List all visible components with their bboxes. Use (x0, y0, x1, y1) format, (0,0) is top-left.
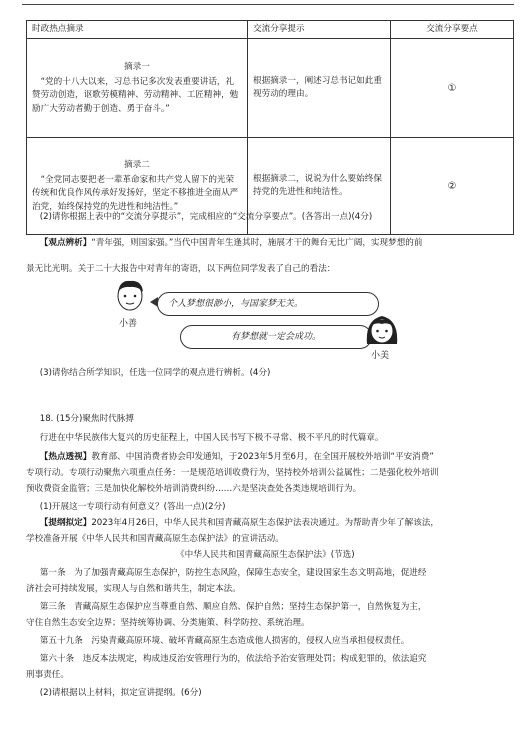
question-2: (2)请你根据上表中的“交流分享提示”，完成相应的“交流分享要点”。(各答出一点)(4分) (39, 212, 373, 222)
header-answer: 交流分享要点 (391, 21, 514, 39)
article-3-line1: 第三条 青藏高原生态保护应当尊重自然、顺应自然、保护自然；坚持生态保护第一，自然恢复为主， (39, 602, 427, 612)
viewpoint-paragraph-line2: 景无比光明。关于二十大报告中对青年的寄语，以下两位同学发表了自己的看法： (26, 264, 336, 274)
law-label: 【提纲拟定】 (39, 518, 92, 528)
question-3: (3)请你结合所学知识，任选一位同学的观点进行辨析。(4分) (39, 368, 271, 378)
speaker2-name: 小美 (371, 351, 390, 361)
speech-bubble-2: 有梦想就一定会成功。 (180, 325, 372, 349)
article-60-line2: 刑事责任。 (26, 670, 69, 680)
excerpt-text: “全党同志要把老一辈革命家和共产党人留下的光荣传统和优良作风传承好发扬好，坚定不移推进全面从严治党，始终保持党的先进性和纯洁性。” (32, 175, 239, 212)
header-prompt: 交流分享提示 (248, 21, 391, 39)
speech-bubble-1: 个人梦想很渺小，与国家梦无关。 (157, 292, 379, 316)
q18-question-1: (1)开展这一专项行动有何意义？(答出一点)(2分) (39, 502, 226, 512)
excerpt-title: 摘录二 (124, 159, 150, 170)
article-1-line1: 第一条 为了加强青藏高原生态保护，防控生态风险，保障生态安全，建设国家生态文明高地，促进经 (39, 568, 427, 578)
q18-intro: 行进在中华民族伟大复兴的历史征程上，中国人民书写下极不寻常、极不平凡的时代篇章。 (39, 433, 384, 443)
hot-label: 【热点透视】 (39, 452, 92, 462)
prompt-cell: 根据摘录二，说说为什么要始终保持党的先进性和纯洁性。 (248, 138, 391, 235)
girl-avatar-icon (362, 310, 402, 350)
article-59: 第五十九条 污染青藏高原环境、破坏青藏高原生态造成他人损害的，侵权人应当承担侵权责任。 (39, 636, 410, 646)
boy-avatar-icon (112, 276, 148, 316)
excerpt-table (26, 20, 514, 235)
article-1-line2: 济社会可持续发展，实现人与自然和谐共生，制定本法。 (26, 584, 241, 594)
article-3-line2: 守住自然生态安全边界；坚持统筹协调、分类施策、科学防控、系统治理。 (26, 618, 310, 628)
q18-heading: 18. (15分)聚焦时代脉搏 (39, 414, 134, 424)
excerpt-title: 摘录一 (124, 61, 150, 72)
viewpoint-label: 【观点辨析】 (39, 238, 92, 248)
q18-question-2: (2)请根据以上材料，拟定宣讲提纲。(6分) (39, 688, 202, 698)
header-excerpt: 时政热点摘录 (27, 21, 248, 39)
answer-mark: ① (391, 39, 514, 138)
viewpoint-paragraph-line1 (26, 236, 518, 250)
excerpt-cell (27, 39, 248, 138)
answer-mark: ② (391, 138, 514, 235)
viewpoint-text: “青年强，则国家强。”当代中国青年生逢其时，施展才干的舞台无比广阔，实现梦想的前 (91, 238, 423, 248)
hot-text: 教育部、中国消费者协会印发通知，于2023年5月至6月，在全国开展校外培训“平安消费” (91, 452, 434, 462)
hot-paragraph-line1 (26, 450, 518, 464)
table-header-row (27, 21, 514, 39)
excerpt-text: “党的十八大以来，习总书记多次发表重要讲话，礼赞劳动创造，讴歌劳模精神、劳动精神、工匠精神，勉励广大劳动者勤于创造、勇于奋斗。” (32, 77, 239, 114)
table-row (27, 39, 514, 138)
hot-paragraph-line3: 预收费资金监管；三是加快化解校外培训消费纠纷……六是坚决查处各类违规培训行为。 (26, 484, 362, 494)
top-rule (22, 4, 514, 5)
hot-paragraph-line2: 专项行动。专项行动聚焦六项重点任务：一是规范培训收费行为，坚持校外培训公益属性；二是强化校外培训 (26, 468, 439, 478)
speaker1-name: 小善 (119, 319, 138, 329)
prompt-cell: 根据摘录一，阐述习总书记如此重视劳动的理由。 (248, 39, 391, 138)
law-text: 2023年4月26日，中华人民共和国青藏高原生态保护法表决通过。为帮助青少年了解该法， (91, 518, 439, 528)
law-title: 《中华人民共和国青藏高原生态保护法》(节选) (176, 550, 355, 560)
article-60-line1: 第六十条 违反本法规定，构成违反治安管理行为的，依法给予治安管理处罚；构成犯罪的，依法追究 (39, 654, 427, 664)
law-paragraph-line2: 学校准备开展《中华人民共和国青藏高原生态保护法》的宣讲活动。 (26, 534, 284, 544)
law-paragraph-line1 (26, 516, 518, 530)
